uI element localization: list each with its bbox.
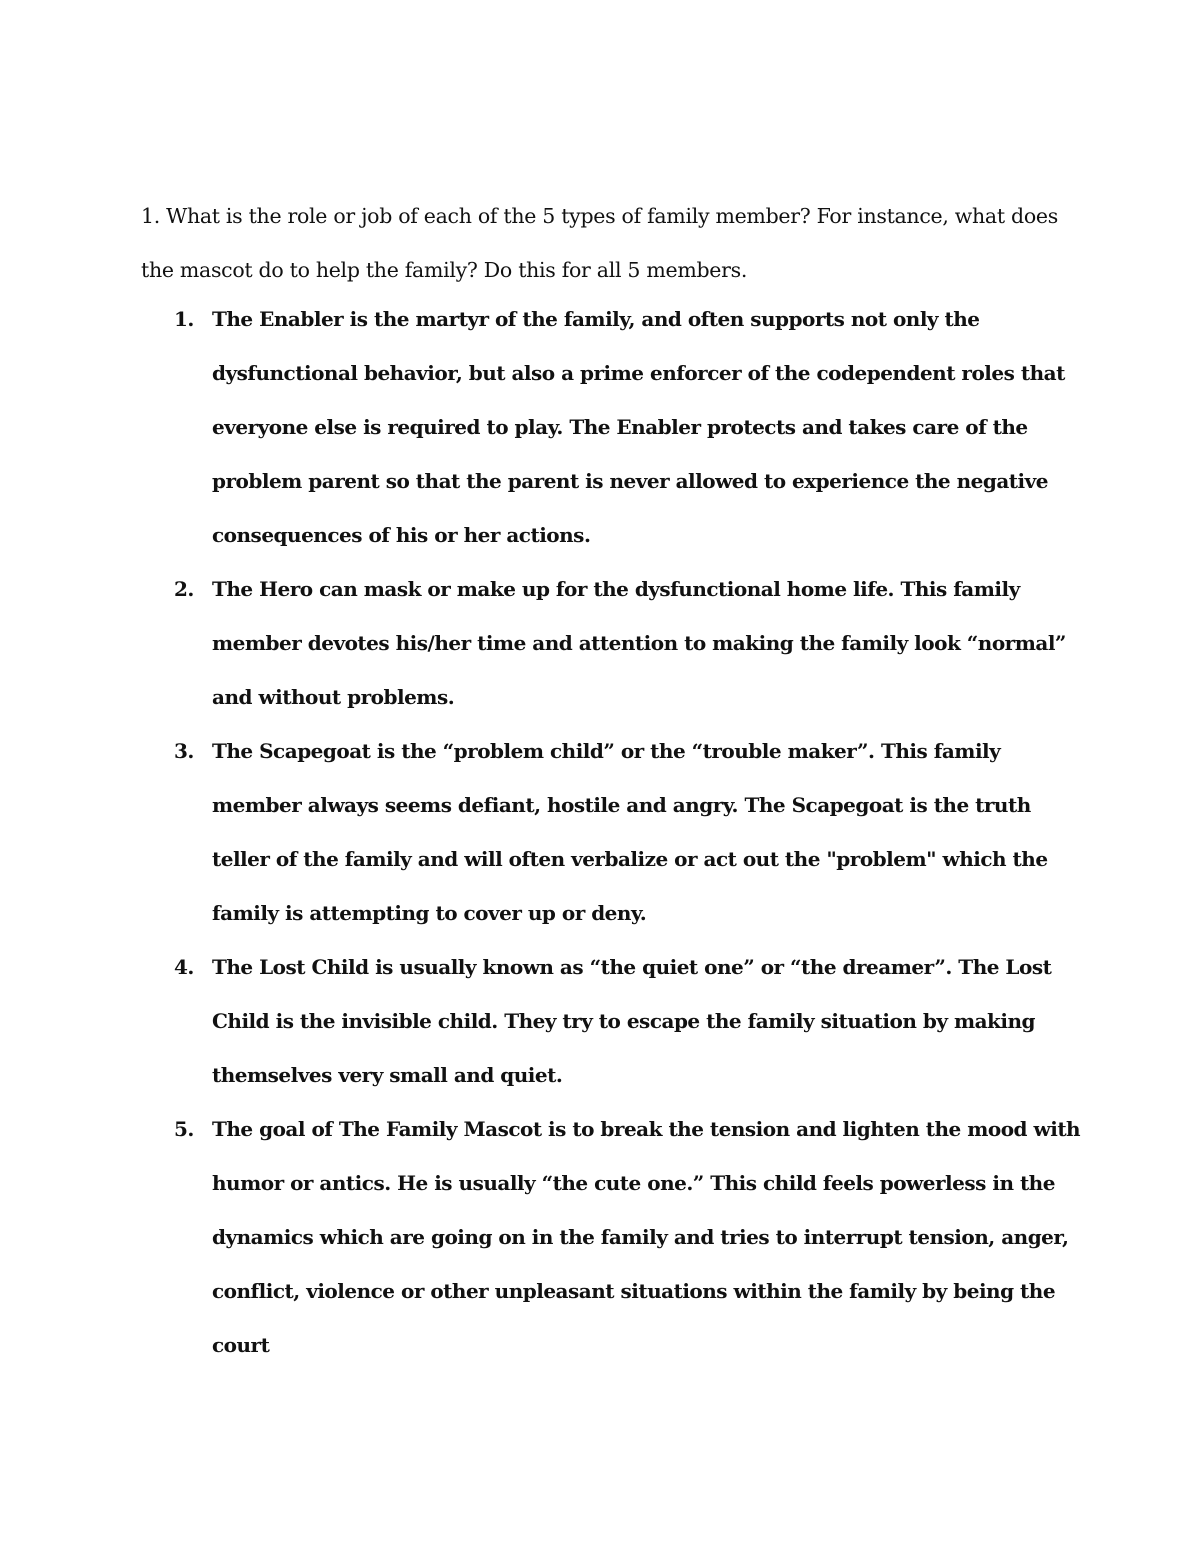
question-text: 1. What is the role or job of each of the 5 types of family member? For instance, what does the mascot do to help the family? Do this for all 5 members. (141, 204, 1058, 282)
answer-item-mascot (141, 1102, 1081, 1372)
answer-text: The Enabler is the martyr of the family, and often supports not only the dysfunctional behavior, but also a prime enforcer of the codependent roles that everyone else is required to play. The Enabler protects and takes care of the problem parent so that the parent is never allowed to experience the negative consequences of his or her actions. (212, 307, 1065, 547)
answer-item-enabler (141, 292, 1081, 562)
answer-item-lost-child (141, 940, 1081, 1102)
answer-text: The Hero can mask or make up for the dysfunctional home life. This family member devotes his/her time and attention to making the family look “normal” and without problems. (212, 577, 1066, 709)
answer-item-scapegoat (141, 724, 1081, 940)
answer-text: The goal of The Family Mascot is to break the tension and lighten the mood with humor or antics. He is usually “the cute one.” This child feels powerless in the dynamics which are going on in the family and tries to interrupt tension, anger, conflict, violence or other unpleasant situations within the family by being the court (212, 1117, 1081, 1357)
answer-number: 2. (174, 577, 194, 601)
answer-number: 4. (174, 955, 194, 979)
answer-item-hero (141, 562, 1081, 724)
answer-number: 3. (174, 739, 194, 763)
answer-list (141, 292, 1081, 1372)
answer-number: 1. (174, 307, 194, 331)
answer-text: The Lost Child is usually known as “the quiet one” or “the dreamer”. The Lost Child is the invisible child. They try to escape the family situation by making themselves very small and quiet. (212, 955, 1052, 1087)
answer-number: 5. (174, 1117, 194, 1141)
answer-text: The Scapegoat is the “problem child” or the “trouble maker”. This family member always seems defiant, hostile and angry. The Scapegoat is the truth teller of the family and will often verbalize or act out the "problem" which the family is attempting to cover up or deny. (212, 739, 1048, 925)
